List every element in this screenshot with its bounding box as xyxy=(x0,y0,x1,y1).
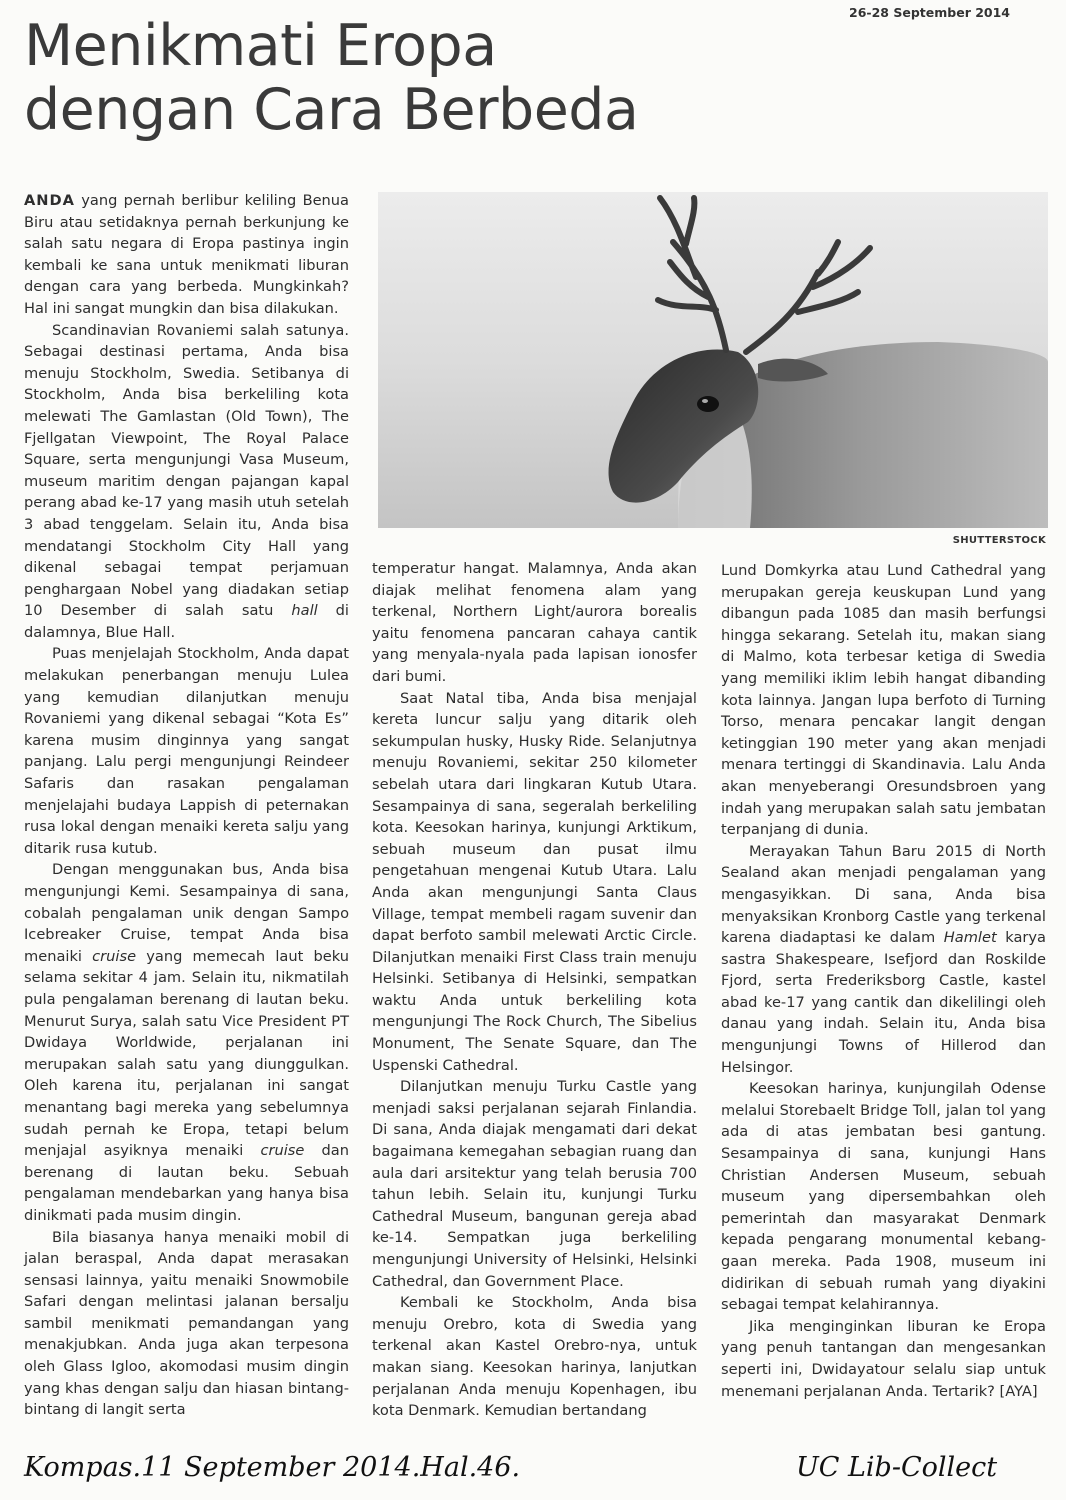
italic-term: hall xyxy=(291,602,318,620)
italic-term: Hamlet xyxy=(943,929,997,947)
paragraph-lund: Lund Domkyrka atau Lund Cathedral yang merupakan gereja keuskupan Lund yang dibangun pada 1085 dan masih berfungsi hingga sekarang. Setelah itu, makan siang di Malmo, kota terbesar ketiga di Swedia yang memiliki iklim lebih hangat dibanding kota lainnya. Jangan lupa berfoto di Turning Torso, menara pencakar langit dengan ketinggian 190 meter yang akan menjadi menara tertinggi di Skandinavia. Lalu Anda akan menyeberangi Oresundsbroen yang indah yang merupakan salah satu jembatan terpanjang di dunia. xyxy=(721,562,1046,839)
italic-term: cruise xyxy=(260,1142,305,1160)
paragraph-stockholm xyxy=(24,320,349,644)
paragraph-aurora: temperatur hangat. Malamnya, Anda akan diajak melihat fenomena alam yang terkenal, Northern Light/aurora borealis yaitu fenomena pancaran cahaya cantik yang menyala-nyala pada lapisan ionosfer dari bumi. xyxy=(372,560,697,685)
collector-mark: UC Lib-Collect xyxy=(796,1452,998,1483)
paragraph-snowmobile: Bila biasanya hanya menaiki mobil di jalan beraspal, Anda dapat merasakan sensasi lainnya, yaitu menaiki Snowmobile Safari dengan melintasi jalanan bersalju sambil menikmati pemandangan yang menakjubkan. Anda juga akan terpesona oleh Glass Igloo, akomodasi musim dingin yang khas dengan salju dan hiasan bintang-bintang di langit serta xyxy=(24,1228,349,1419)
paragraph-text: Dengan menggunakan bus, Anda bisa mengunjungi Kemi. Sesampainya di sana, cobalah pengalaman unik dengan Sampo Icebreaker Cruise, tempat Anda bisa menaiki xyxy=(24,861,349,965)
paragraph-text: yang pernah berlibur keliling Benua Biru atau setidaknya pernah berkunjung ke salah satu negara di Eropa pastinya ingin kembali ke sana untuk menikmati liburan dengan cara yang berbeda. Mungkinkah? Hal ini sangat mungkin dan bisa dilakukan. xyxy=(24,192,349,317)
paragraph-turku: Dilanjutkan menuju Turku Castle yang menjadi saksi perjalanan sejarah Finlandia. Di sana, Anda diajak mengamati dari dekat bagaimana kemegahan sebagian ruang dan aula dari arsitektur yang telah berusia 700 tahun lebih. Selain itu, kunjungi Turku Cathedral Museum, bangunan gereja abad ke-14. Sempatkan juga berkeliling mengunjungi University of Helsinki, Helsinki Cathedral, dan Government Place. xyxy=(372,1078,697,1290)
paragraph-new-year xyxy=(721,841,1046,1079)
paragraph-text: di dalamnya, Blue Hall. xyxy=(24,602,349,641)
paragraph-intro xyxy=(24,190,349,320)
paragraph-text: yang memecah laut beku selama sekitar 4 jam. Selain itu, nikmatilah pula pengalaman berenang di lautan beku. Menurut Surya, salah satu Vice President PT Dwidaya Worldwide, perjalanan ini merupakan salah satu yang diunggulkan. Oleh karena itu, perjalanan ini sangat menantang bagi mereka yang sebelumnya sudah pernah ke Eropa, tetapi belum menjajal asyiknya menaiki xyxy=(24,947,349,1160)
title-line-2: dengan Cara Berbeda xyxy=(24,77,639,143)
paragraph-odense: Keesokan harinya, kunjungilah Odense melalui Storebaelt Bridge Toll, jalan tol yang ada di atas jembatan besi gantung. Sesampainya di sana, kunjungi Hans Christian Andersen Museum, sebuah museum yang dipersembahkan oleh pemerintah dan masyarakat Denmark kepada pengarang monumental kebang-gaan mereka. Pada 1908, museum ini didirikan di sebuah rumah yang diyakini sebagai tempat kelahirannya. xyxy=(721,1080,1046,1314)
paragraph-christmas: Saat Natal tiba, Anda bisa menjajal kereta luncur salju yang ditarik oleh sekumpulan husky, Husky Ride. Selanjutnya menuju Rovaniemi, sekitar 250 kilometer sebelah utara dari lingkaran Kutub Utara. Sesampainya di sana, segeralah berkeliling kota. Keesokan harinya, kunjungi Arktikum, sebuah museum dan pusat ilmu pengetahuan mengenai Kutub Utara. Lalu Anda akan mengunjungi Santa Claus Village, tempat membeli ragam suvenir dan dapat berfoto sambil melewati Arctic Circle. Dilanjutkan menaiki First Class train menuju Helsinki. Setibanya di Helsinki, sempatkan waktu Anda untuk berkeliling kota mengunjungi The Rock Church, The Sibelius Monument, The Senate Square, dan The Uspenski Cathedral. xyxy=(372,689,697,1074)
publication-date: 26-28 September 2014 xyxy=(849,5,1010,20)
paragraph-orebro: Kembali ke Stockholm, Anda bisa menuju Orebro, kota di Swedia yang terkenal akan Kastel Orebro-nya, untuk makan siang. Keesokan harinya, lanjutkan perjalanan Anda menuju Kopenhagen, ibu kota Denmark. Kemudian bertandang xyxy=(372,1294,697,1420)
paragraph-text: karya sastra Shakespeare, Isefjord dan Roskilde Fjord, serta Frederiksborg Castle, kastel abad ke-17 yang cantik dan dikelilingi oleh danau yang indah. Selain itu, Anda bisa mengunjungi Towns of Hillerod dan Helsingor. xyxy=(721,929,1046,1076)
reindeer-illustration xyxy=(378,192,1048,528)
title-line-1: Menikmati Eropa xyxy=(24,13,497,79)
reindeer-photo xyxy=(378,192,1048,528)
paragraph-text: Merayakan Tahun Baru 2015 di North Sealand akan menjadi pengalaman yang mengasyikkan. Di sana, Anda bisa menyaksikan Kronborg Castle yang terkenal karena diadaptasi ke dalam xyxy=(721,842,1046,947)
paragraph-text: dan berenang di lautan beku. Sebuah pengalaman mendebarkan yang hanya bisa dinikmati pada musim dingin. xyxy=(24,1142,349,1224)
paragraph-closing: Jika menginginkan liburan ke Eropa yang penuh tantangan dan mengesankan seperti ini, Dwidayatour selalu siap untuk menemani perjalanan Anda. Tertarik? [AYA] xyxy=(721,1317,1046,1400)
article-column-1 xyxy=(24,190,349,1421)
article-title xyxy=(24,14,638,142)
lead-word: ANDA xyxy=(24,192,75,209)
source-citation: Kompas.11 September 2014.Hal.46. xyxy=(24,1452,521,1483)
paragraph-text: Scandinavian Rovaniemi salah satunya. Sebagai destinasi pertama, Anda bisa menuju Stockholm, Swedia. Setibanya di Stockholm, Anda bisa berkeliling kota melewati The Gamlastan (Old Town), The Fjellgatan Viewpoint, The Royal Palace Square, serta mengunjungi Vasa Museum, museum maritim dengan pajangan kapal perang abad ke-17 yang masih utuh setelah 3 abad tenggelam. Selain itu, Anda bisa mendatangi Stockholm City Hall yang dikenal sebagai tempat perjamuan penghargaan Nobel yang diadakan setiap 10 Desember di salah satu xyxy=(24,321,349,620)
paragraph-kemi xyxy=(24,859,349,1226)
article-column-3 xyxy=(721,560,1046,1402)
photo-credit: SHUTTERSTOCK xyxy=(952,535,1046,546)
article-column-2 xyxy=(372,558,697,1422)
paragraph-rovaniemi: Puas menjelajah Stockholm, Anda dapat melakukan penerbangan menuju Lulea yang kemudian dilanjutkan menuju Rovaniemi yang dikenal sebagai “Kota Es” karena musim dinginnya yang sangat panjang. Lalu pergi mengunjungi Reindeer Safaris dan rasakan pengalaman menjelajahi budaya Lappish di peternakan rusa lokal dengan menaiki kereta salju yang ditarik rusa kutub. xyxy=(24,645,349,857)
italic-term: cruise xyxy=(92,947,137,965)
